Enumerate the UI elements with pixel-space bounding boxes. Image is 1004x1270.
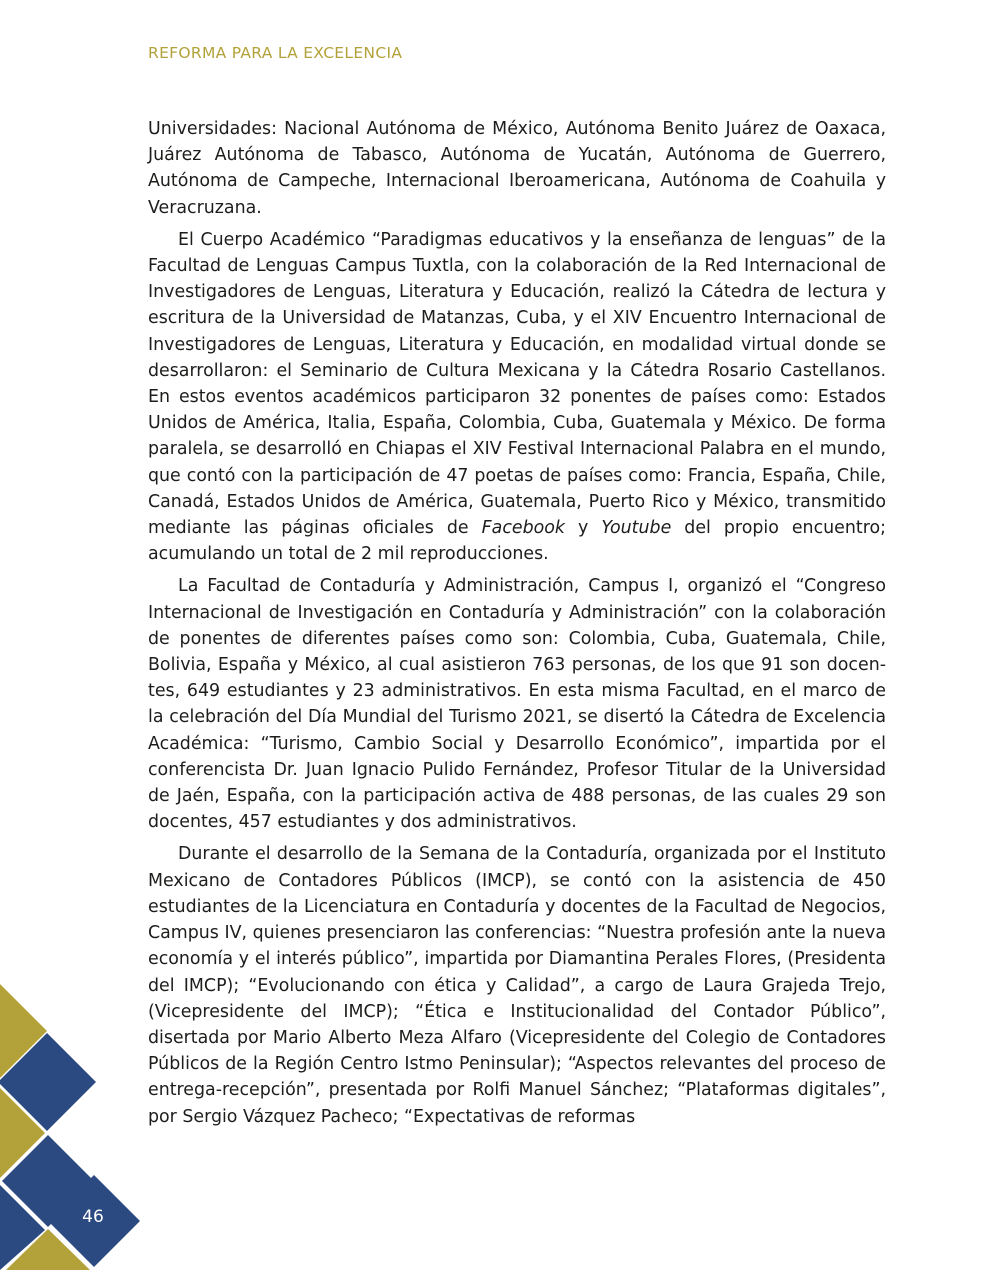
youtube-text: Youtube (601, 518, 672, 539)
page-number: 46 (82, 1207, 104, 1227)
paragraph-1: Universidades: Nacional Autónoma de México, Autónoma Benito Juárez de Oaxaca, Juárez Autónoma de Tabasco, Autónoma de Yucatán, Autónoma de Guerrero, Autónoma de Campeche, Internacional Iberoamericana, Autónoma de Coahuila y Veracruzana. (148, 119, 886, 218)
paragraph-2-text-a: El Cuerpo Académico “Paradigmas educativos y la enseñanza de lenguas” de la Facultad de Lenguas Campus Tuxtla, con la colaboración de la Red Internacional de Investigadores de Lenguas, Literatura y Educación, realizó la Cátedra de lectura y escritura de la Universidad de Matanzas, Cuba, y el XIV Encuentro Internacional de Investigadores de Lenguas, Literatura y Educación, en modalidad virtual donde se desarrollaron: el Seminario de Cultura Mexicana y la Cátedra Rosario Castellanos. En estos eventos académicos participaron 32 ponentes de países como: Estados Unidos de América, Italia, España, Colombia, Cuba, Guatemala y México. De forma paralela, se desarrolló en Chiapas el XIV Festival Internacional Palabra en el mundo, que contó con la participación de 47 poetas de países como: Francia, España, Chile, Canadá, Estados Unidos de América, Guatemala, Puerto Rico y México, transmitido mediante las páginas oficiales de (148, 229, 886, 539)
body-text (148, 116, 886, 1136)
paragraph-2-text-c: del propio encuentro; acumulando un total de 2 mil reproducciones. (148, 518, 886, 565)
running-header: REFORMA PARA LA EXCELENCIA (148, 44, 403, 62)
paragraph-4: Durante el desarrollo de la Semana de la Contaduría, organizada por el Instituto Mexicano de Contadores Públicos (IMCP), se contó con la asistencia de 450 estudiantes de la Licenciatura en Contaduría y docentes de la Facultad de Negocios, Campus IV, quienes presenciaron las conferencias: “Nuestra profesión ante la nueva economía y el interés público”, impartida por Diamantina Perales Flores, (Presidenta del IMCP); “Evolucionando con ética y Calidad”, a cargo de Laura Grajeda Trejo, (Vicepresidente del IMCP); “Ética e Institucionalidad del Contador Público”, disertada por Mario Alberto Meza Alfaro (Vicepresidente del Colegio de Contadores Públicos de la Región Centro Istmo Peninsular); “Aspectos relevantes del proceso de entrega-recepción”, presentada por Rolfi Manuel Sánchez; “Plataformas digitales”, por Sergio Vázquez Pacheco; “Expectativas de reformas (148, 844, 886, 1127)
facebook-text: Facebook (481, 518, 565, 539)
paragraph-3: La Facultad de Contaduría y Administración, Campus I, organizó el “Congreso Internacional de Investigación en Contaduría y Administración” con la colaboración de ponentes de diferentes países como son: Colombia, Cuba, Guatemala, Chile, Bolivia, España y México, al cual asistieron 763 personas, de los que 91 son docentes, 649 estudiantes y 23 administrativos. En esta misma Facultad, en el marco de la celebración del Día Mundial del Turismo 2021, se disertó la Cátedra de Excelencia Académica: “Turismo, Cambio Social y Desarrollo Económico”, impartida por el conferencista Dr. Juan Ignacio Pulido Fernández, Profesor Titular de la Universidad de Jaén, España, con la participación activa de 488 personas, de las cuales 29 son docentes, 457 estudiantes y dos administrativos. (148, 576, 886, 833)
paragraph-2 (148, 227, 886, 568)
paragraph-2-text-b: y (564, 518, 602, 539)
